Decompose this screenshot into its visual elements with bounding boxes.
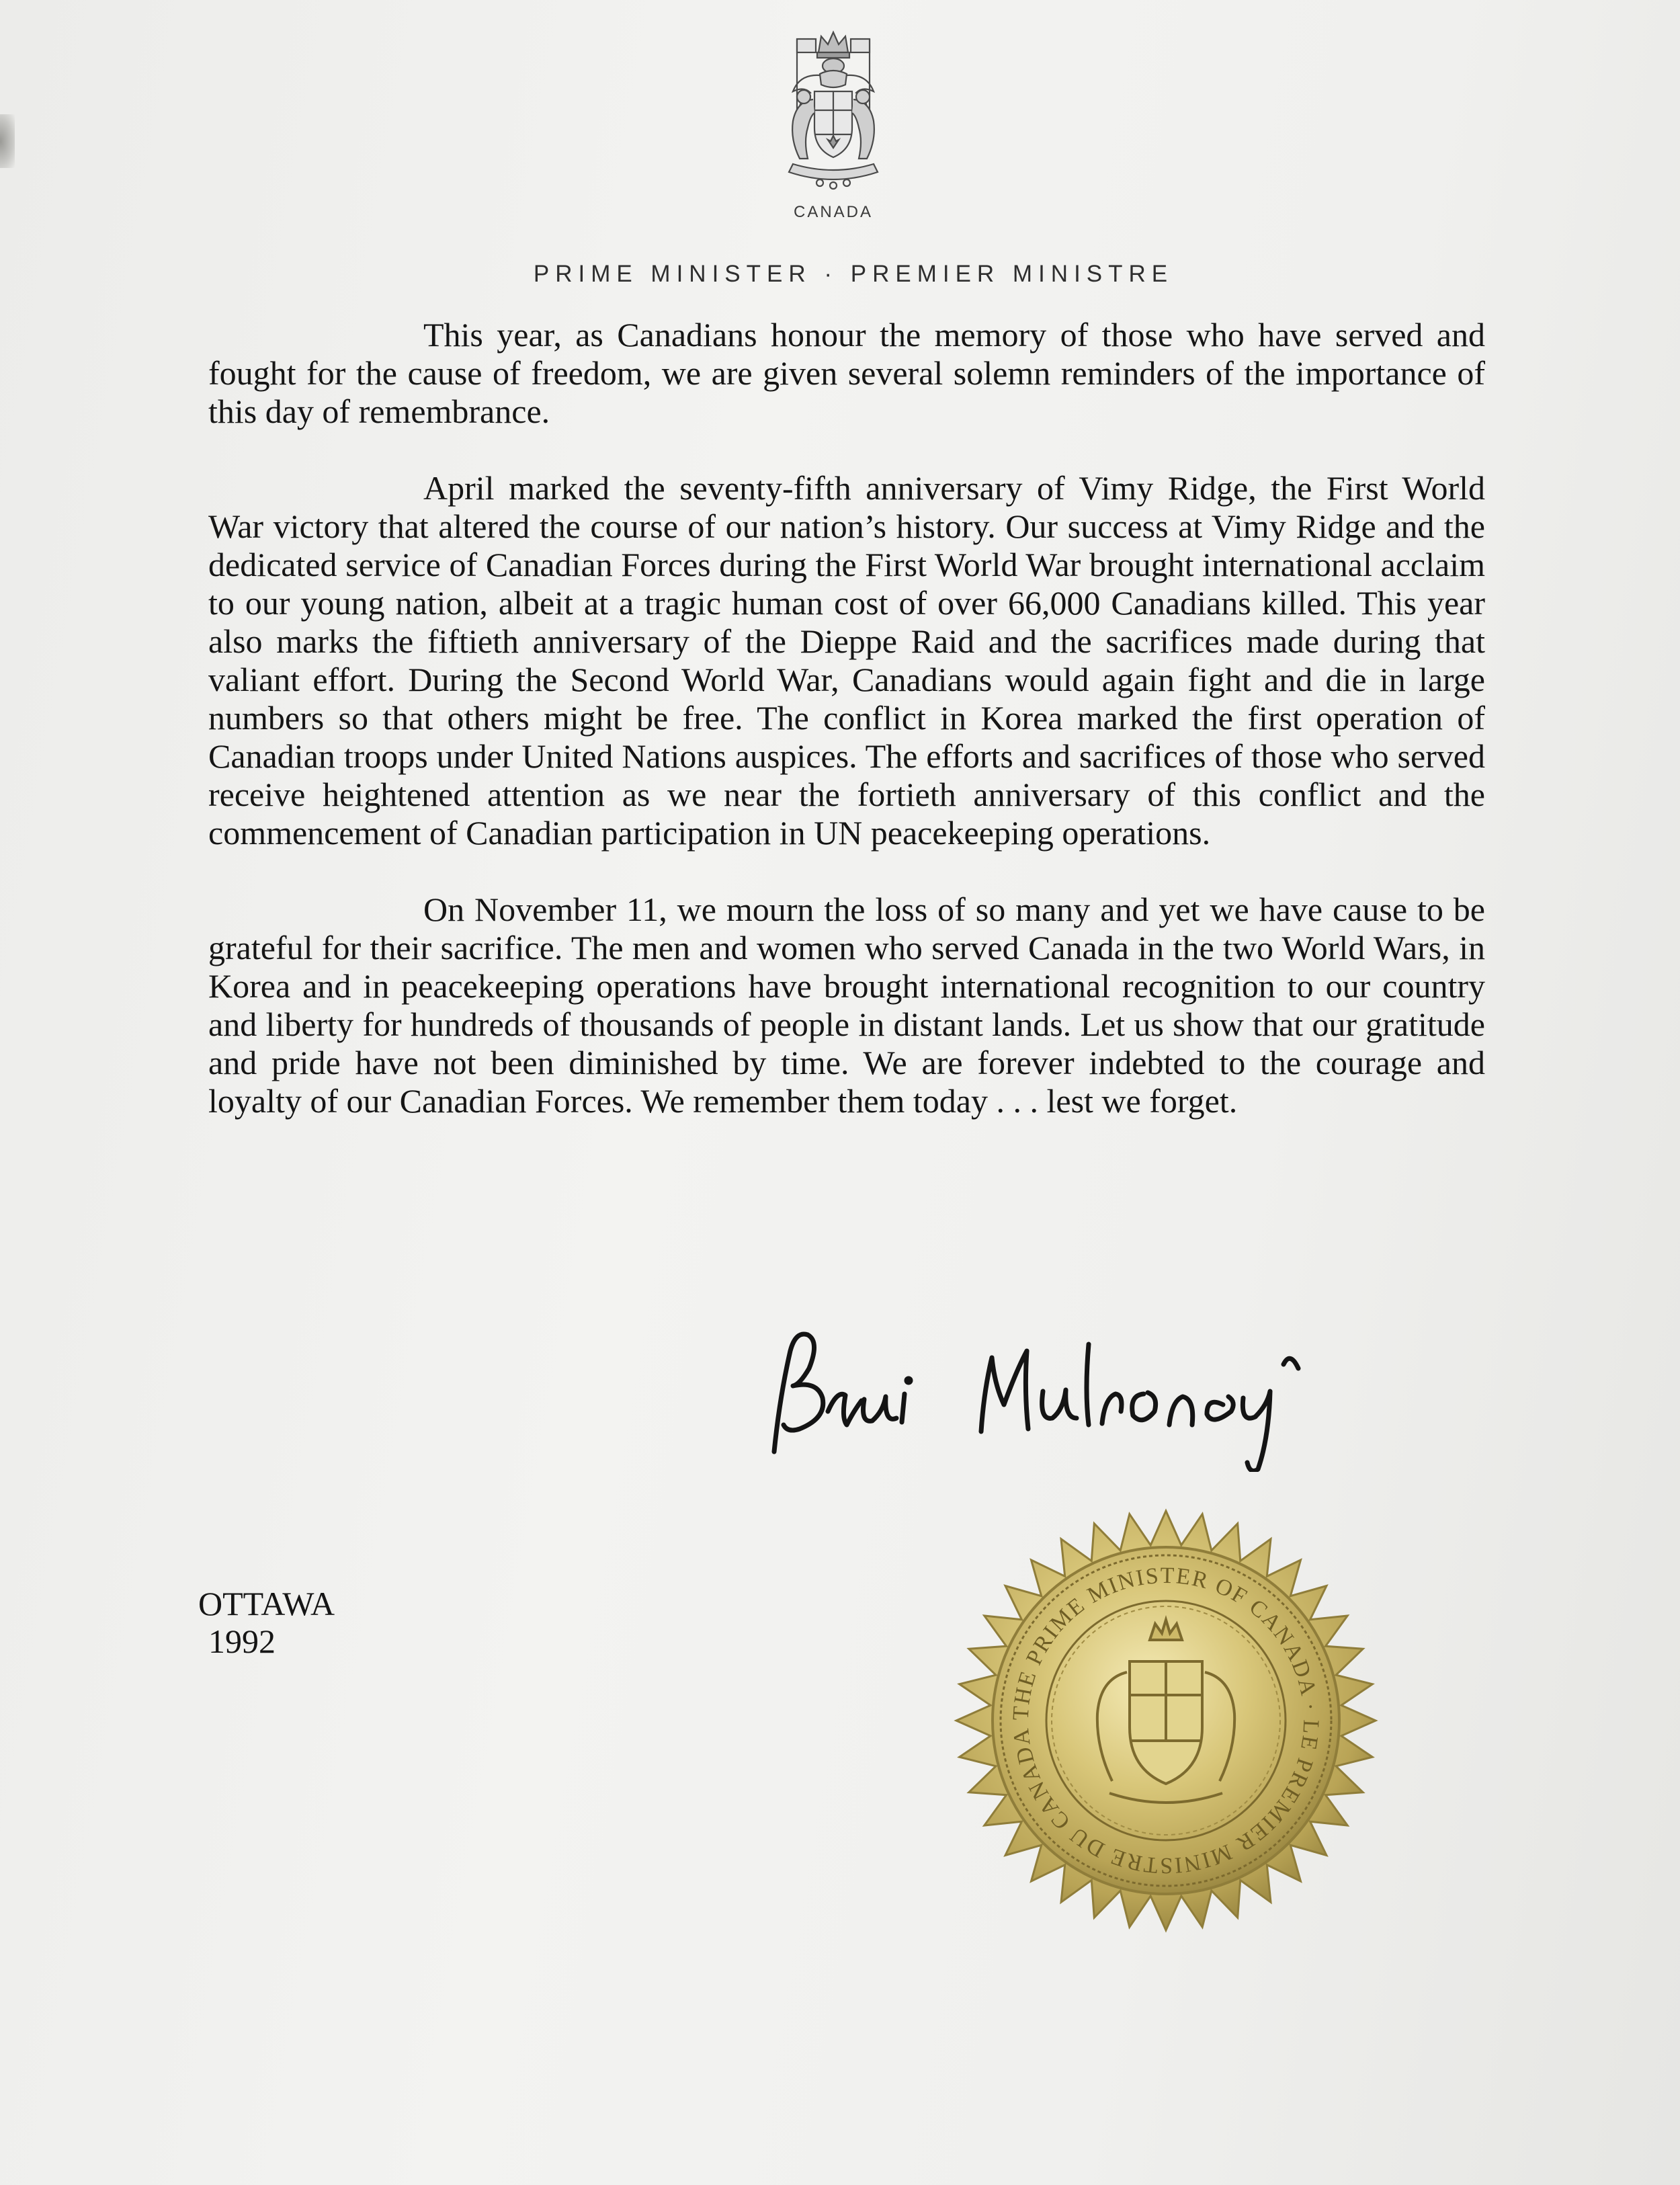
paper-edge-shadow — [0, 114, 15, 168]
year-of-signing: 1992 — [208, 1622, 276, 1660]
handwritten-signature — [753, 1311, 1371, 1472]
crest-caption: CANADA — [793, 203, 874, 221]
letter-body — [208, 316, 1485, 1120]
seal-inscription: THE PRIME MINISTER OF CANADA · LE PREMIER MINISTRE DU CANADA — [1008, 1563, 1324, 1879]
paragraph-november-11: On November 11, we mourn the loss of so many and yet we have cause to be grateful for their sacrifice. The men and women who served Canada in the two World Wars, in Korea and in peacekeeping operations have brought international recognition to our country and liberty for hundreds of thousands of people in distant lands. Let us show that our gratitude and pride have not been diminished by time. We are forever indebted to the courage and loyalty of our Canadian Forces. We remember them today . . . lest we forget. — [208, 891, 1485, 1120]
paragraph-remembrance-intro: This year, as Canadians honour the memory of those who have served and fought for the cause of freedom, we are given several solemn reminders of the importance of this day of remembrance. — [208, 316, 1485, 430]
gold-seal-icon — [951, 1506, 1381, 1936]
paragraph-anniversaries: April marked the seventy-fifth anniversary of Vimy Ridge, the First World War victory that altered the course of our nation’s history. Our success at Vimy Ridge and the dedicated service of Canadian Forces during the First World War brought international acclaim to our young nation, albeit at a tragic human cost of over 66,000 Canadians killed. This year also marks the fiftieth anniversary of the Dieppe Raid and the sacrifices made during that valiant effort. During the Second World War, Canadians would again fight and die in large numbers so that others might be free. The conflict in Korea marked the first operation of Canadian troops under United Nations auspices. The efforts and sacrifices of those who served receive heightened attention as we near the fortieth anniversary of this conflict and the commencement of Canadian participation in UN peacekeeping operations. — [208, 469, 1485, 852]
office-title: PRIME MINISTER · PREMIER MINISTRE — [533, 261, 1174, 287]
place-of-signing: OTTAWA — [198, 1585, 335, 1622]
canada-coat-of-arms-icon — [773, 27, 894, 195]
